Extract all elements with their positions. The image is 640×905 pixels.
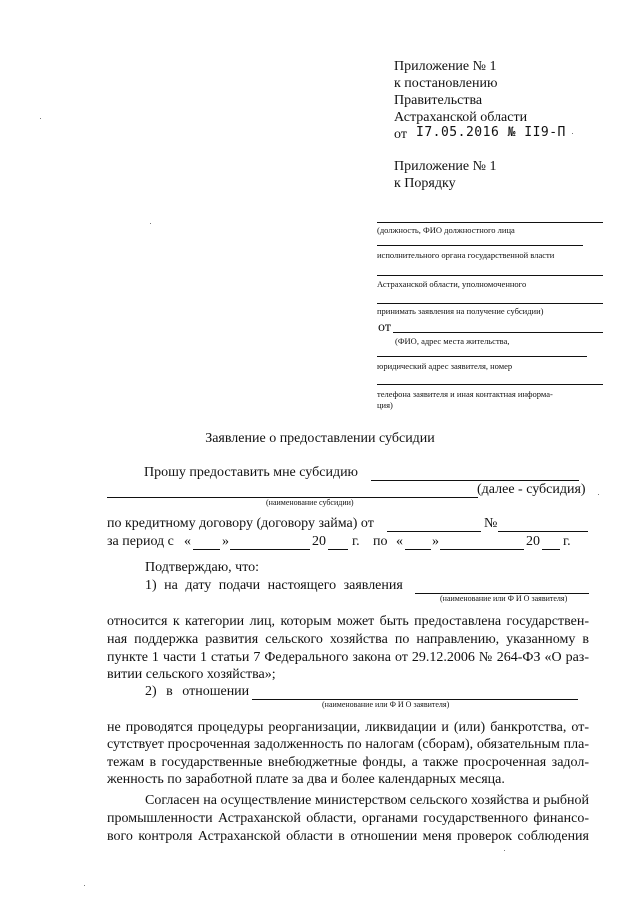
credit-number-sign: № <box>484 516 498 531</box>
paragraph-2-line-1: не проводятся процедуры реорганизации, ликвидации и (или) банкротства, от- <box>107 720 589 735</box>
appendix-date-prefix: от <box>394 127 407 142</box>
addressee-caption-6: юридический адрес заявителя, номер <box>377 361 513 371</box>
addressee-caption-2: исполнительного органа государственной власти <box>377 250 555 260</box>
period-from-close-quote: » <box>222 534 229 549</box>
paragraph-1-line-2: ная поддержка развития сельского хозяйства по направлению, указанному в <box>107 632 589 647</box>
addressee-rule-5 <box>377 356 587 357</box>
paragraph-3-line-2: промышленности Астраханской области, органами государственного финансо- <box>107 811 589 826</box>
addressee-caption-5: (ФИО, адрес места жительства, <box>395 336 510 346</box>
subsidy-field-rule-1 <box>371 480 579 481</box>
applicant-name-caption-1: (наименование или Ф И О заявителя) <box>440 594 568 603</box>
subsidy-caption: (наименование субсидии) <box>266 498 354 507</box>
period-from-year-20: 20 <box>312 534 326 549</box>
appendix-line-7: к Порядку <box>394 176 456 191</box>
confirm-item-1: 1) на дату подачи настоящего заявления <box>145 578 403 593</box>
appendix-line-3: Правительства <box>394 93 483 108</box>
request-prompt: Прошу предоставить мне субсидию <box>144 465 359 480</box>
appendix-line-6: Приложение № 1 <box>394 159 497 174</box>
scan-speck <box>150 223 151 224</box>
period-to-year-rule <box>542 549 560 550</box>
period-to-year-20: 20 <box>526 534 540 549</box>
paragraph-2-line-4: женность по заработной плате за два и более календарных месяца. <box>107 772 505 787</box>
addressee-rule-3 <box>377 275 603 276</box>
confirm-intro: Подтверждаю, что: <box>145 560 260 575</box>
period-from-month-rule <box>230 549 310 550</box>
scan-speck <box>84 885 85 886</box>
addressee-rule-4 <box>377 303 603 304</box>
addressee-rule-2 <box>377 245 583 246</box>
period-to-month-rule <box>440 549 524 550</box>
document-title: Заявление о предоставлении субсидии <box>205 431 435 446</box>
paragraph-3-line-1: Согласен на осуществление министерством сельского хозяйства и рыбной <box>145 793 589 808</box>
paragraph-3-line-3: вого контроля Астраханской области в отношении меня проверок соблюдения <box>107 829 589 844</box>
period-from-open-quote: « <box>184 534 191 549</box>
appendix-line-4: Астраханской области <box>394 110 528 125</box>
period-to-open-quote: « <box>396 534 403 549</box>
appendix-date-typed: I7.05.2016 № II9-П <box>416 125 566 140</box>
applicant-name-caption-2: (наименование или Ф И О заявителя) <box>322 700 450 709</box>
period-from-year-rule <box>328 549 348 550</box>
period-to-close-quote: » <box>432 534 439 549</box>
period-prefix: за период с <box>107 534 174 549</box>
confirm-item-2: 2) в отношении <box>145 684 250 699</box>
addressee-from-rule <box>393 332 603 333</box>
addressee-caption-4: принимать заявления на получение субсидии) <box>377 306 544 316</box>
period-to-day-rule <box>405 549 431 550</box>
addressee-caption-7: телефона заявителя и иная контактная информа- <box>377 389 553 399</box>
scan-speck <box>598 494 599 495</box>
credit-date-rule <box>387 531 481 532</box>
appendix-line-1: Приложение № 1 <box>394 59 497 74</box>
addressee-caption-8: ция) <box>377 400 393 410</box>
hereinafter-label: (далее - субсидия) <box>477 482 586 497</box>
credit-prefix: по кредитному договору (договору займа) от <box>107 516 374 531</box>
addressee-from: от <box>378 320 391 335</box>
scan-speck <box>572 133 573 134</box>
paragraph-1-line-1: относится к категории лиц, которым может быть предоставлена государствен- <box>107 614 589 629</box>
paragraph-2-line-2: сутствует просроченная задолженность по налогам (сборам), обязательным пла- <box>107 737 589 752</box>
paragraph-1-line-4: витии сельского хозяйства»; <box>107 667 276 682</box>
paragraph-1-line-3: пункте 1 части 1 статьи 7 Федерального закона от 29.12.2006 № 264-ФЗ «О раз- <box>107 650 589 665</box>
addressee-rule-1 <box>377 222 603 223</box>
addressee-rule-6 <box>377 384 603 385</box>
scan-speck <box>504 850 505 851</box>
period-po: по <box>373 534 388 549</box>
period-from-day-rule <box>193 549 220 550</box>
period-to-year-g: г. <box>563 534 571 549</box>
addressee-caption-3: Астраханской области, уполномоченного <box>377 279 527 289</box>
credit-number-rule <box>498 531 588 532</box>
appendix-line-2: к постановлению <box>394 76 498 91</box>
paragraph-2-line-3: тежам в государственные внебюджетные фонды, а также просроченная задол- <box>107 755 589 770</box>
addressee-caption-1: (должность, ФИО должностного лица <box>377 225 515 235</box>
period-from-year-g: г. <box>352 534 360 549</box>
scan-speck <box>40 118 41 119</box>
